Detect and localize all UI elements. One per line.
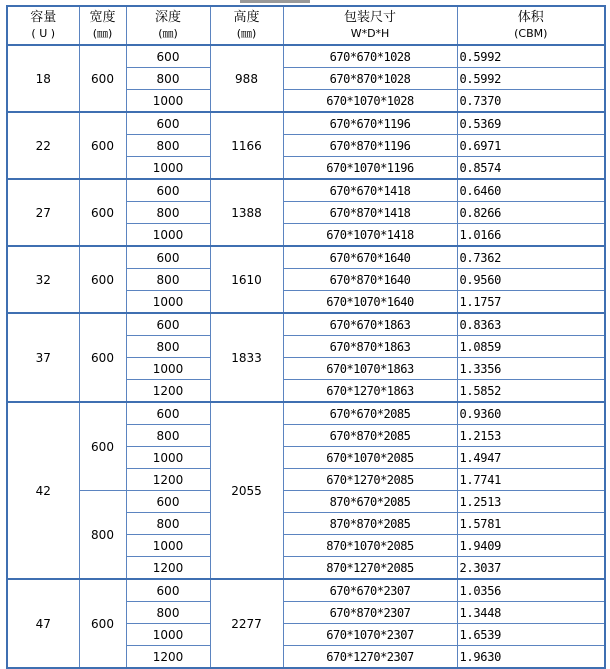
depth-cell: 1200 [126, 380, 210, 403]
header-row [7, 6, 605, 45]
height-cell: 2277 [210, 579, 283, 668]
depth-cell: 1000 [126, 90, 210, 113]
package-cell: 670*670*1640 [283, 246, 457, 269]
depth-cell: 800 [126, 135, 210, 157]
volume-cell: 0.5992 [457, 68, 605, 90]
depth-cell: 1000 [126, 291, 210, 314]
volume-cell: 0.6971 [457, 135, 605, 157]
volume-cell: 1.1757 [457, 291, 605, 314]
depth-cell: 800 [126, 513, 210, 535]
depth-cell: 600 [126, 579, 210, 602]
capacity-cell: 27 [7, 179, 79, 246]
volume-cell: 0.7370 [457, 90, 605, 113]
table-row [7, 402, 605, 425]
width-cell: 600 [79, 246, 126, 313]
package-cell: 870*870*2085 [283, 513, 457, 535]
top-edge-strip [240, 0, 310, 3]
depth-cell: 1000 [126, 224, 210, 247]
package-cell: 670*870*1863 [283, 336, 457, 358]
depth-cell: 1000 [126, 157, 210, 180]
width-cell: 600 [79, 112, 126, 179]
volume-cell: 0.8363 [457, 313, 605, 336]
package-cell: 670*670*1418 [283, 179, 457, 202]
depth-cell: 600 [126, 45, 210, 68]
height-cell: 1166 [210, 112, 283, 179]
width-cell: 600 [79, 313, 126, 402]
header-package: 包装尺寸 W*D*H [283, 6, 457, 45]
depth-cell: 800 [126, 602, 210, 624]
package-cell: 670*1070*2085 [283, 447, 457, 469]
volume-cell: 1.4947 [457, 447, 605, 469]
package-cell: 870*1270*2085 [283, 557, 457, 580]
depth-cell: 600 [126, 313, 210, 336]
depth-cell: 800 [126, 202, 210, 224]
package-cell: 670*1270*1863 [283, 380, 457, 403]
depth-cell: 800 [126, 68, 210, 90]
package-cell: 670*670*1196 [283, 112, 457, 135]
depth-cell: 600 [126, 491, 210, 513]
volume-cell: 1.0356 [457, 579, 605, 602]
volume-cell: 1.0859 [457, 336, 605, 358]
capacity-cell: 22 [7, 112, 79, 179]
volume-cell: 1.2153 [457, 425, 605, 447]
depth-cell: 1000 [126, 535, 210, 557]
table-row [7, 491, 605, 513]
package-cell: 870*1070*2085 [283, 535, 457, 557]
package-cell: 670*1070*1028 [283, 90, 457, 113]
depth-cell: 1000 [126, 358, 210, 380]
volume-cell: 1.7741 [457, 469, 605, 491]
volume-cell: 1.0166 [457, 224, 605, 247]
volume-cell: 1.3448 [457, 602, 605, 624]
package-cell: 670*870*1028 [283, 68, 457, 90]
height-cell: 1388 [210, 179, 283, 246]
volume-cell: 1.5781 [457, 513, 605, 535]
volume-cell: 1.6539 [457, 624, 605, 646]
table-row [7, 179, 605, 202]
depth-cell: 800 [126, 425, 210, 447]
capacity-cell: 18 [7, 45, 79, 112]
package-cell: 670*1070*1418 [283, 224, 457, 247]
table-row [7, 112, 605, 135]
volume-cell: 0.9360 [457, 402, 605, 425]
volume-cell: 0.9560 [457, 269, 605, 291]
header-capacity: 容量 ( U ) [7, 6, 79, 45]
depth-cell: 600 [126, 179, 210, 202]
package-cell: 670*870*2085 [283, 425, 457, 447]
width-cell: 600 [79, 45, 126, 112]
header-volume: 体积 (CBM) [457, 6, 605, 45]
depth-cell: 1000 [126, 624, 210, 646]
depth-cell: 600 [126, 112, 210, 135]
width-cell: 800 [79, 491, 126, 580]
package-cell: 670*670*1863 [283, 313, 457, 336]
capacity-cell: 32 [7, 246, 79, 313]
capacity-cell: 37 [7, 313, 79, 402]
package-cell: 670*870*2307 [283, 602, 457, 624]
depth-cell: 1200 [126, 557, 210, 580]
cabinet-spec-table [6, 5, 606, 669]
package-cell: 670*1070*1640 [283, 291, 457, 314]
table-row [7, 579, 605, 602]
width-cell: 600 [79, 402, 126, 491]
package-cell: 670*670*1028 [283, 45, 457, 68]
volume-cell: 0.5992 [457, 45, 605, 68]
width-cell: 600 [79, 579, 126, 668]
capacity-cell: 42 [7, 402, 79, 579]
capacity-cell: 47 [7, 579, 79, 668]
package-cell: 670*870*1640 [283, 269, 457, 291]
width-cell: 600 [79, 179, 126, 246]
package-cell: 870*670*2085 [283, 491, 457, 513]
header-depth: 深度 (㎜) [126, 6, 210, 45]
height-cell: 2055 [210, 402, 283, 579]
volume-cell: 0.5369 [457, 112, 605, 135]
volume-cell: 0.6460 [457, 179, 605, 202]
table-row [7, 45, 605, 68]
package-cell: 670*870*1196 [283, 135, 457, 157]
table-row [7, 246, 605, 269]
package-cell: 670*1070*1863 [283, 358, 457, 380]
depth-cell: 1000 [126, 447, 210, 469]
volume-cell: 1.9409 [457, 535, 605, 557]
package-cell: 670*1070*2307 [283, 624, 457, 646]
depth-cell: 600 [126, 402, 210, 425]
table-row [7, 313, 605, 336]
volume-cell: 1.3356 [457, 358, 605, 380]
header-height: 高度 (㎜) [210, 6, 283, 45]
volume-cell: 1.9630 [457, 646, 605, 669]
volume-cell: 1.2513 [457, 491, 605, 513]
volume-cell: 2.3037 [457, 557, 605, 580]
height-cell: 988 [210, 45, 283, 112]
volume-cell: 0.7362 [457, 246, 605, 269]
volume-cell: 1.5852 [457, 380, 605, 403]
volume-cell: 0.8266 [457, 202, 605, 224]
package-cell: 670*1270*2307 [283, 646, 457, 669]
volume-cell: 0.8574 [457, 157, 605, 180]
package-cell: 670*1270*2085 [283, 469, 457, 491]
depth-cell: 800 [126, 336, 210, 358]
package-cell: 670*1070*1196 [283, 157, 457, 180]
height-cell: 1610 [210, 246, 283, 313]
package-cell: 670*870*1418 [283, 202, 457, 224]
header-width: 宽度 (㎜) [79, 6, 126, 45]
package-cell: 670*670*2307 [283, 579, 457, 602]
depth-cell: 800 [126, 269, 210, 291]
depth-cell: 1200 [126, 469, 210, 491]
depth-cell: 1200 [126, 646, 210, 669]
depth-cell: 600 [126, 246, 210, 269]
height-cell: 1833 [210, 313, 283, 402]
package-cell: 670*670*2085 [283, 402, 457, 425]
